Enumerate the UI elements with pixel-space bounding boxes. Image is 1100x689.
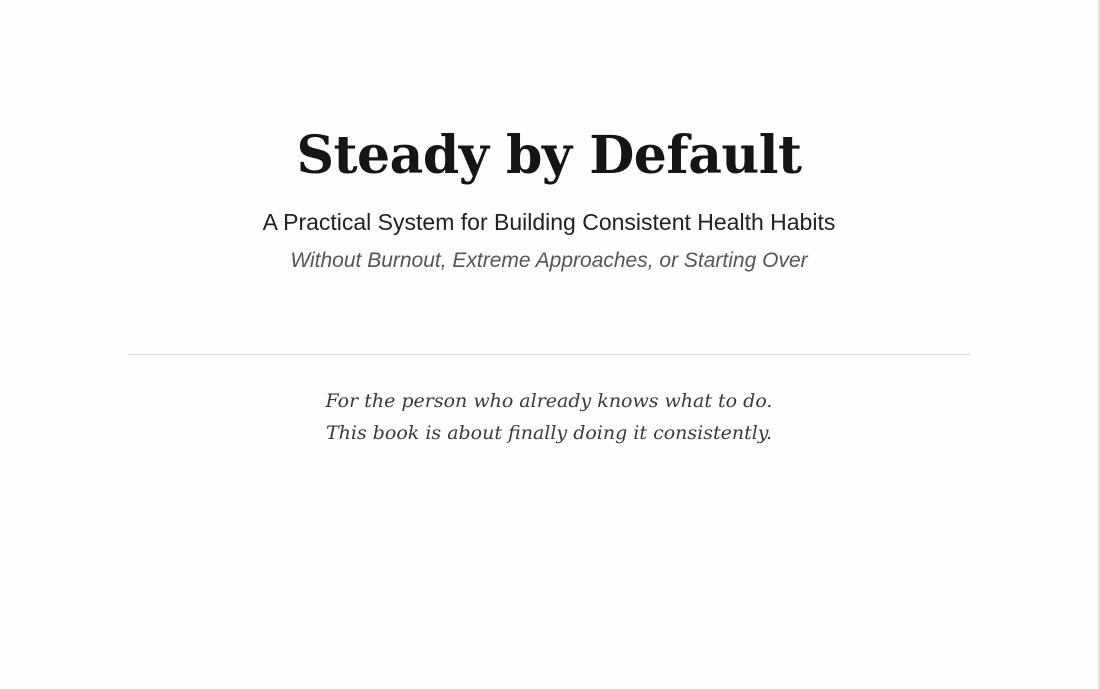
epigraph [0,385,1098,449]
epigraph-line-2: This book is about finally doing it consistently. [325,422,773,444]
book-subtitle: A Practical System for Building Consistent Health Habits [262,209,836,235]
book-tagline: Without Burnout, Extreme Approaches, or Starting Over [290,249,808,272]
epigraph-line-1: For the person who already knows what to do. [325,390,773,412]
section-divider [128,354,970,355]
book-title: Steady by Default [296,125,802,186]
